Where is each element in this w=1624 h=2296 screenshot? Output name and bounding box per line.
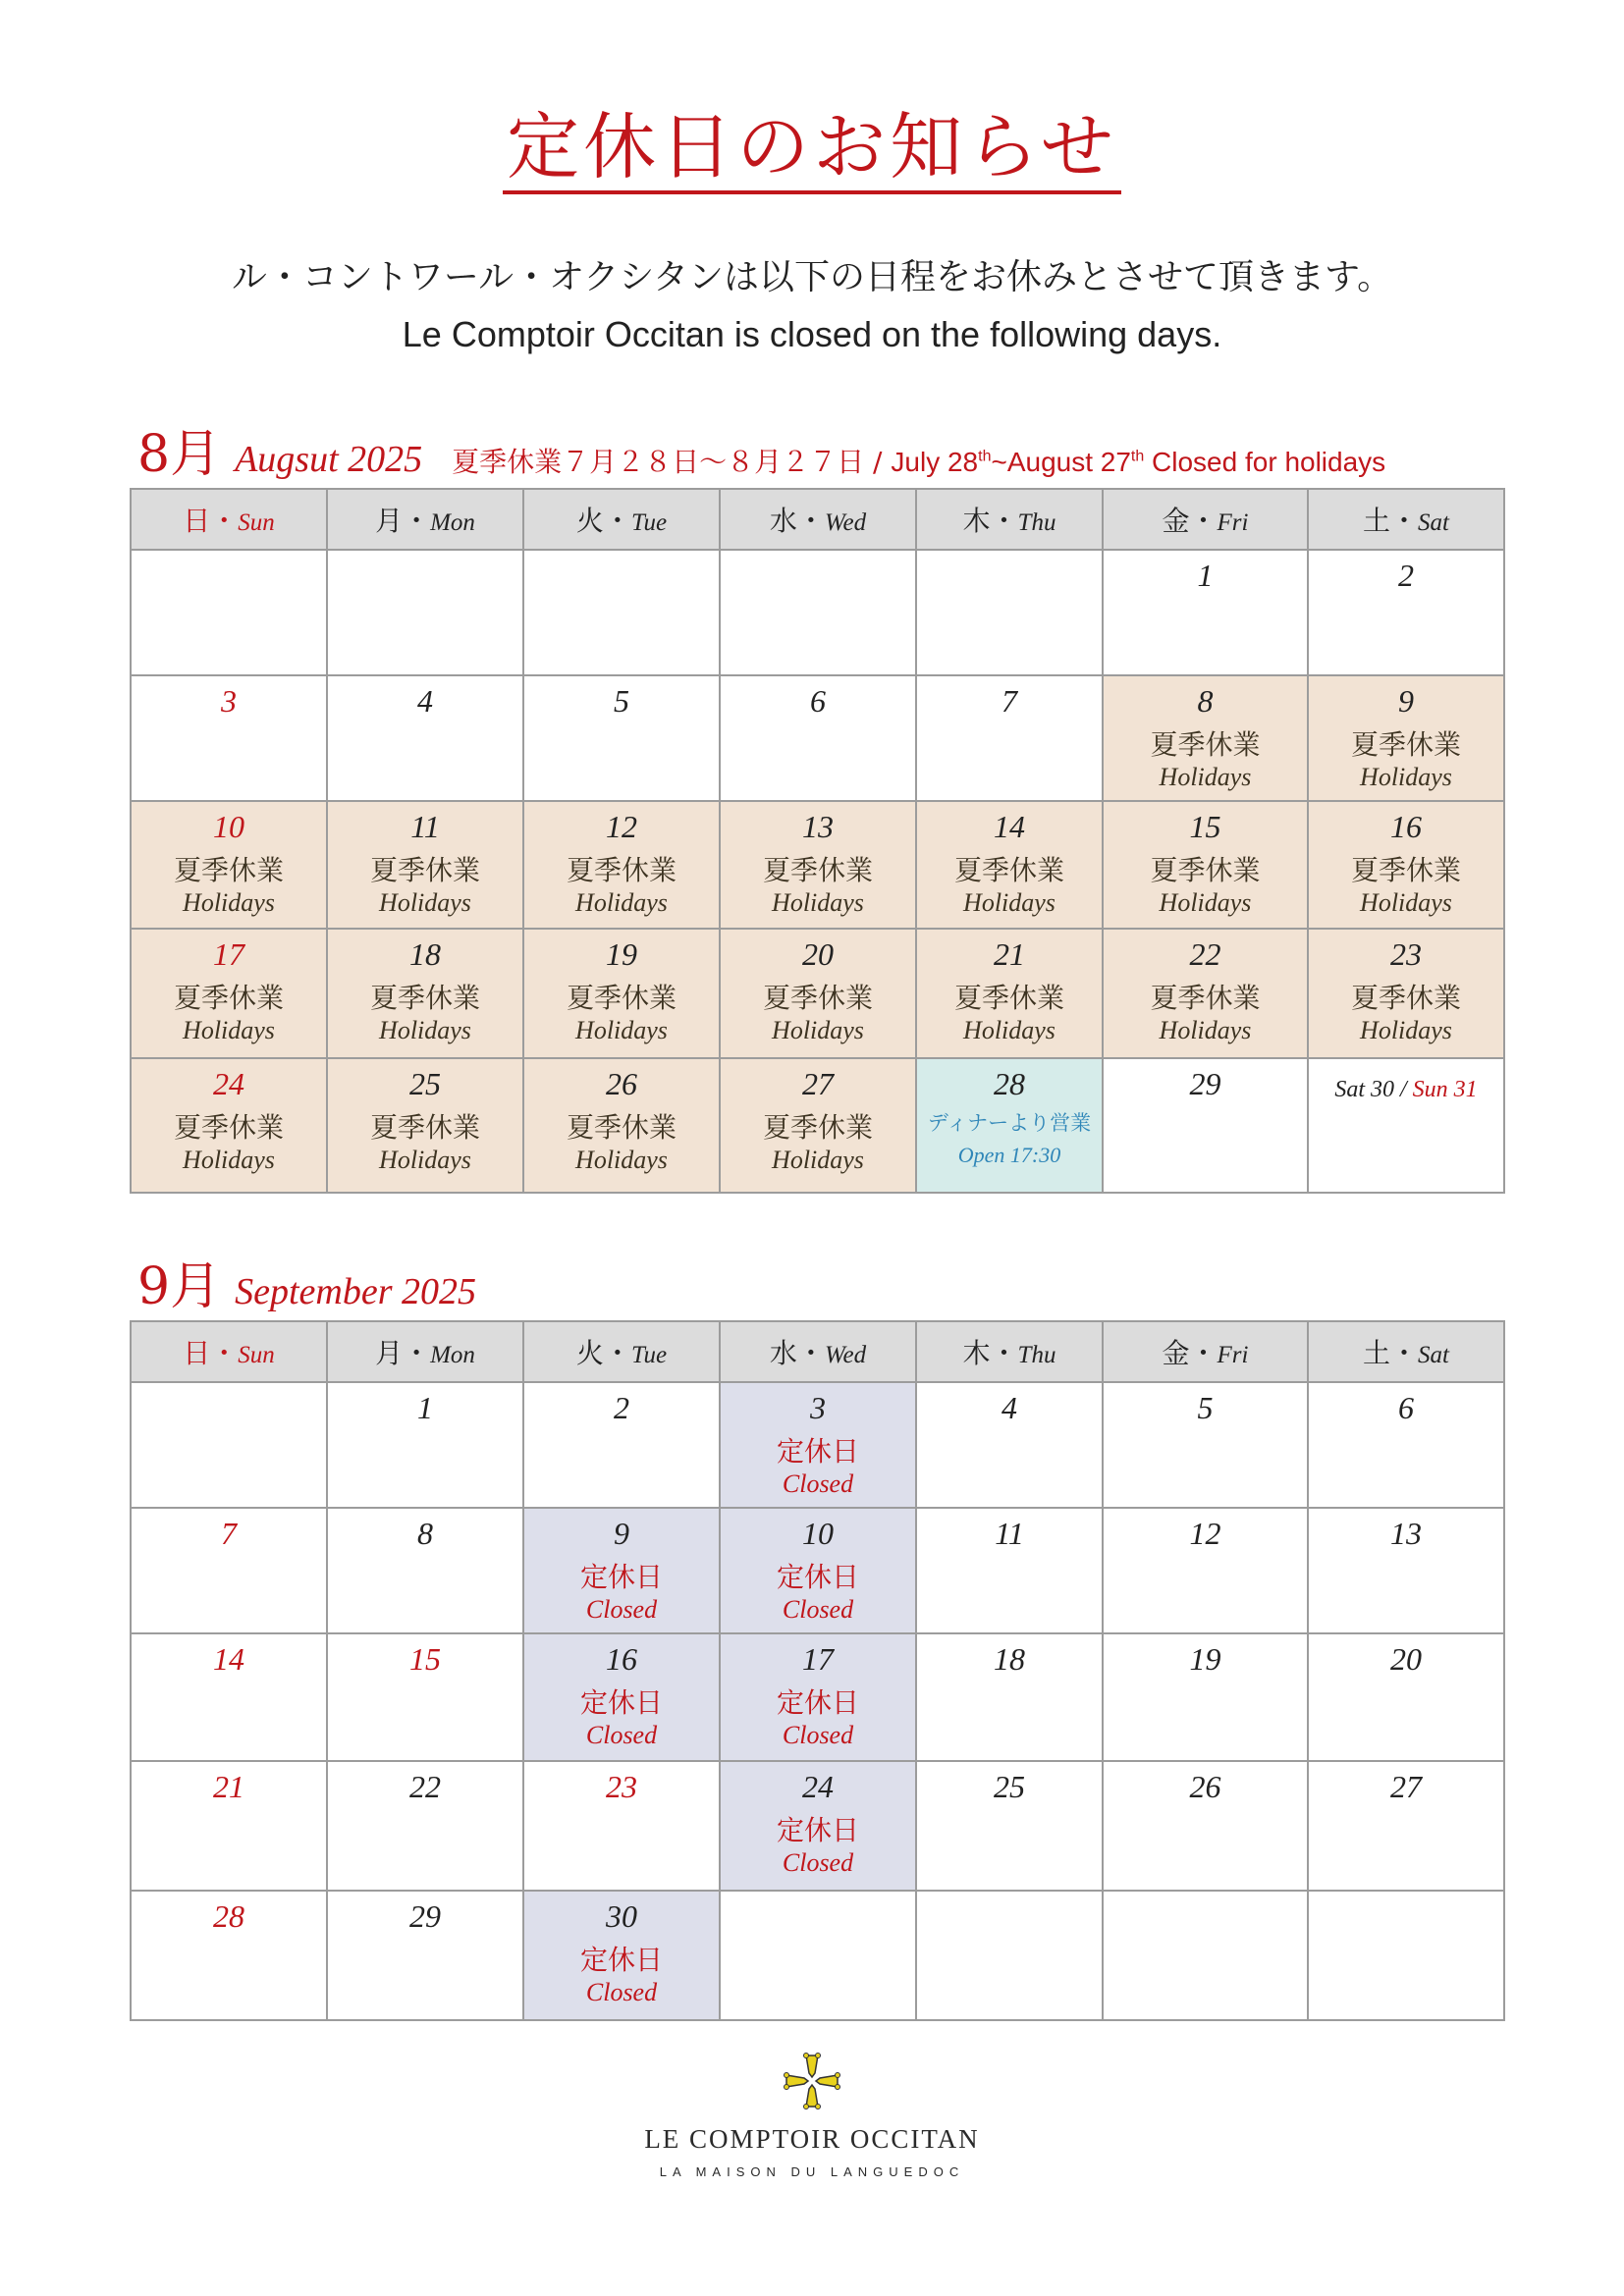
closed-label-ja: 定休日 (776, 1686, 859, 1720)
day-number: 27 (802, 1066, 834, 1101)
holiday-label-en: Holidays (1159, 1015, 1252, 1044)
holiday-label-ja: 夏季休業 (173, 982, 284, 1015)
sat-label: Sat 30 / (1334, 1077, 1413, 1102)
day-number: 24 (802, 1769, 834, 1804)
day-cell-9 (1308, 675, 1504, 801)
day-number: 3 (221, 683, 237, 719)
weekday-ja: 水・ (769, 1337, 825, 1369)
day-number: 29 (409, 1898, 441, 1934)
week-row (131, 1761, 1504, 1891)
weekday-ja: 日・ (183, 505, 239, 537)
closed-label-en: Closed (585, 1720, 658, 1749)
day-cell-28 (916, 1058, 1103, 1193)
weekday-en: Fri (1217, 509, 1249, 536)
weekday-header-fri (1103, 489, 1308, 550)
day-cell-16 (523, 1633, 720, 1761)
week-row (131, 1508, 1504, 1633)
holiday-label-ja: 夏季休業 (369, 854, 480, 887)
holiday-label-en: Holidays (379, 1145, 471, 1174)
day-number: 7 (1001, 683, 1017, 719)
day-cell-26 (523, 1058, 720, 1193)
day-number: 7 (221, 1516, 237, 1551)
weekday-header-sat (1308, 1321, 1504, 1382)
day-number: 16 (1390, 809, 1422, 844)
day-number: 22 (409, 1769, 441, 1804)
day-cell-25 (327, 1058, 523, 1193)
logo-tagline: LA MAISON DU LANGUEDOC (659, 2164, 965, 2179)
day-cell-10 (131, 801, 327, 929)
holiday-label-en: Holidays (1360, 887, 1452, 917)
day-cell-24 (720, 1761, 916, 1891)
day-number: 28 (994, 1066, 1025, 1101)
holiday-label-ja: 夏季休業 (566, 982, 677, 1015)
title-area (0, 105, 1624, 194)
weekday-en: Wed (824, 509, 867, 536)
day-cell-10 (720, 1508, 916, 1633)
day-cell-11 (916, 1508, 1103, 1633)
day-number: 3 (810, 1390, 826, 1425)
holiday-label-en: Holidays (772, 887, 864, 917)
day-cell-19 (1103, 1633, 1308, 1761)
day-number: 28 (213, 1898, 244, 1934)
day-number: 20 (1390, 1641, 1422, 1677)
holiday-label-en: Holidays (772, 1015, 864, 1044)
weekday-en: Sun (238, 509, 275, 536)
subtitle-japanese: ル・コントワール・オクシタンは以下の日程をお休みとさせて頂きます。 (231, 257, 1393, 297)
holiday-label-ja: 夏季休業 (762, 1111, 873, 1145)
day-cell-15 (327, 1633, 523, 1761)
day-number: 10 (802, 1516, 834, 1551)
closed-label-ja: 定休日 (776, 1561, 859, 1594)
holiday-label-en: Holidays (575, 887, 668, 917)
day-cell-22 (1103, 929, 1308, 1058)
day-number: 15 (409, 1641, 441, 1677)
weekday-ja: 木・ (962, 505, 1018, 537)
day-number: 21 (994, 936, 1025, 972)
day-cell-12 (523, 801, 720, 929)
day-cell-12 (1103, 1508, 1308, 1633)
day-number: 29 (1189, 1066, 1221, 1101)
weekday-ja: 月・ (375, 1337, 431, 1369)
day-cell-17 (131, 929, 327, 1058)
day-cell-28 (131, 1891, 327, 2020)
week-row (131, 1633, 1504, 1761)
weekday-header-sun (131, 1321, 327, 1382)
day-number: 16 (606, 1641, 637, 1677)
weekday-ja: 水・ (769, 505, 825, 537)
day-number: 19 (1189, 1641, 1221, 1677)
day-cell-3 (131, 675, 327, 801)
day-number: 21 (213, 1769, 244, 1804)
weekday-header-mon (327, 489, 523, 550)
weekday-en: Thu (1017, 1342, 1056, 1368)
day-cell-20 (720, 929, 916, 1058)
holiday-label-en: Holidays (575, 1015, 668, 1044)
day-cell-4 (916, 1382, 1103, 1508)
weekday-ja: 月・ (375, 505, 431, 537)
weekday-header-sat (1308, 489, 1504, 550)
day-cell-27 (1308, 1761, 1504, 1891)
day-number: 9 (614, 1516, 629, 1551)
day-number: 17 (802, 1641, 834, 1677)
day-cell-27 (720, 1058, 916, 1193)
empty-cell (1308, 1891, 1504, 2020)
day-cell-5 (1103, 1382, 1308, 1508)
weekday-header-tue (523, 489, 720, 550)
day-cell-30 (523, 1891, 720, 2020)
day-number: 20 (802, 936, 834, 972)
empty-cell (916, 550, 1103, 675)
day-number: 6 (810, 683, 826, 719)
weekday-ja: 日・ (183, 1337, 239, 1369)
dinner-label-ja: ディナーより営業 (927, 1111, 1092, 1136)
weekday-en: Sun (238, 1342, 275, 1368)
day-number: 5 (614, 683, 629, 719)
day-cell-7 (131, 1508, 327, 1633)
weekday-header-thu (916, 489, 1103, 550)
day-cell-18 (327, 929, 523, 1058)
day-cell-16 (1308, 801, 1504, 929)
day-cell-24 (131, 1058, 327, 1193)
day-number: 4 (1001, 1390, 1017, 1425)
august-note-ja: 夏季休業７月２８日～８月２７日 / (452, 446, 892, 478)
day-cell-7 (916, 675, 1103, 801)
day-cell-22 (327, 1761, 523, 1891)
day-cell-4 (327, 675, 523, 801)
august-holiday-note (452, 446, 1385, 478)
day-cell-20 (1308, 1633, 1504, 1761)
week-row (131, 1058, 1504, 1193)
weekday-en: Thu (1017, 509, 1056, 536)
logo (0, 2052, 1624, 2179)
holiday-label-en: Holidays (575, 1145, 668, 1174)
september-month-number: 9月 (137, 1257, 222, 1316)
closed-label-en: Closed (782, 1594, 854, 1624)
day-number: 11 (995, 1516, 1024, 1551)
holiday-label-en: Holidays (963, 1015, 1056, 1044)
day-cell-2 (1308, 550, 1504, 675)
day-number: 18 (994, 1641, 1025, 1677)
closed-label-ja: 定休日 (776, 1435, 859, 1468)
weekday-header-mon (327, 1321, 523, 1382)
weekday-en: Wed (824, 1342, 867, 1368)
day-number: 11 (410, 809, 440, 844)
holiday-label-en: Holidays (963, 887, 1056, 917)
empty-cell (720, 1891, 916, 2020)
note-en-sup2: th (1130, 448, 1145, 465)
closed-label-ja: 定休日 (579, 1686, 663, 1720)
holiday-label-ja: 夏季休業 (1350, 982, 1461, 1015)
weekday-ja: 金・ (1162, 1337, 1218, 1369)
holiday-label-en: Holidays (1360, 1015, 1452, 1044)
day-cell-15 (1103, 801, 1308, 929)
holiday-label-en: Holidays (379, 887, 471, 917)
empty-cell (1308, 1058, 1504, 1193)
empty-cell (131, 550, 327, 675)
weekday-en: Mon (430, 1342, 475, 1368)
day-number: 2 (614, 1390, 629, 1425)
holiday-label-ja: 夏季休業 (173, 854, 284, 887)
closed-label-en: Closed (782, 1847, 854, 1877)
week-row (131, 801, 1504, 929)
weekday-header-row (131, 1321, 1504, 1382)
day-number: 13 (1390, 1516, 1422, 1551)
empty-cell (720, 550, 916, 675)
day-number: 24 (213, 1066, 244, 1101)
note-en-sup1: th (978, 448, 992, 465)
day-cell-23 (1308, 929, 1504, 1058)
weekday-header-wed (720, 489, 916, 550)
day-number: 13 (802, 809, 834, 844)
day-number: 19 (606, 936, 637, 972)
holiday-label-ja: 夏季休業 (1350, 854, 1461, 887)
august-month-name: Augsut 2025 (235, 439, 423, 480)
day-cell-14 (916, 801, 1103, 929)
september-heading (137, 1245, 1512, 1318)
holiday-label-ja: 夏季休業 (369, 1111, 480, 1145)
day-number: 12 (606, 809, 637, 844)
holiday-label-ja: 夏季休業 (1150, 728, 1261, 762)
august-note-en (891, 447, 1385, 477)
day-cell-25 (916, 1761, 1103, 1891)
day-cell-17 (720, 1633, 916, 1761)
holiday-label-ja: 夏季休業 (953, 982, 1064, 1015)
september-calendar (130, 1320, 1505, 2021)
note-en-part3: Closed for holidays (1144, 447, 1386, 477)
week-row (131, 550, 1504, 675)
empty-cell (131, 1382, 327, 1508)
day-cell-1 (327, 1382, 523, 1508)
day-cell-9 (523, 1508, 720, 1633)
day-number: 12 (1189, 1516, 1221, 1551)
week-row (131, 1891, 1504, 2020)
day-cell-29 (327, 1891, 523, 2020)
weekday-ja: 金・ (1162, 505, 1218, 537)
august-month-number: 8月 (137, 425, 222, 484)
occitan-cross-icon (783, 2052, 841, 2110)
closed-label-ja: 定休日 (776, 1814, 859, 1847)
day-cell-11 (327, 801, 523, 929)
week-row (131, 929, 1504, 1058)
holiday-label-ja: 夏季休業 (1350, 728, 1461, 762)
dinner-label-en: Open 17:30 (957, 1143, 1061, 1168)
weekday-en: Fri (1217, 1342, 1249, 1368)
day-number: 14 (213, 1641, 244, 1677)
weekday-en: Sat (1418, 509, 1449, 536)
empty-cell (1103, 1891, 1308, 2020)
holiday-label-ja: 夏季休業 (173, 1111, 284, 1145)
empty-cell (523, 550, 720, 675)
day-number: 23 (606, 1769, 637, 1804)
weekday-header-fri (1103, 1321, 1308, 1382)
day-number: 8 (417, 1516, 433, 1551)
closed-label-en: Closed (585, 1594, 658, 1624)
day-cell-8 (1103, 675, 1308, 801)
holiday-label-ja: 夏季休業 (1150, 854, 1261, 887)
holiday-label-en: Holidays (1159, 887, 1252, 917)
weekday-header-wed (720, 1321, 916, 1382)
holiday-label-en: Holidays (379, 1015, 471, 1044)
day-cell-14 (131, 1633, 327, 1761)
day-number: 26 (1189, 1769, 1221, 1804)
day-number: 26 (606, 1066, 637, 1101)
holiday-label-ja: 夏季休業 (1150, 982, 1261, 1015)
day-cell-6 (1308, 1382, 1504, 1508)
weekday-en: Tue (630, 1342, 668, 1368)
logo-name: LE COMPTOIR OCCITAN (644, 2124, 980, 2154)
closed-label-en: Closed (585, 1977, 658, 2006)
day-number: 14 (994, 809, 1025, 844)
weekday-header-tue (523, 1321, 720, 1382)
day-cell-21 (916, 929, 1103, 1058)
day-number: 23 (1390, 936, 1422, 972)
day-number: 15 (1189, 809, 1221, 844)
weekday-header-row (131, 489, 1504, 550)
holiday-label-ja: 夏季休業 (762, 854, 873, 887)
weekday-en: Mon (430, 509, 475, 536)
note-en-part1: July 28 (891, 447, 979, 477)
day-cell-18 (916, 1633, 1103, 1761)
weekday-en: Tue (630, 509, 668, 536)
day-cell-5 (523, 675, 720, 801)
day-number: 8 (1197, 683, 1214, 719)
holiday-label-en: Holidays (183, 1145, 275, 1174)
closed-label-ja: 定休日 (579, 1561, 663, 1594)
day-number: 25 (409, 1066, 441, 1101)
holiday-label-ja: 夏季休業 (953, 854, 1064, 887)
september-month-name: September 2025 (235, 1271, 476, 1312)
day-cell-19 (523, 929, 720, 1058)
day-cell-23 (523, 1761, 720, 1891)
august-heading (137, 412, 1512, 486)
empty-cell (327, 550, 523, 675)
day-cell-26 (1103, 1761, 1308, 1891)
holiday-label-ja: 夏季休業 (369, 982, 480, 1015)
weekend-label (1309, 1077, 1503, 1103)
day-cell-2 (523, 1382, 720, 1508)
day-cell-29 (1103, 1058, 1308, 1193)
day-number: 18 (409, 936, 441, 972)
holiday-label-en: Holidays (183, 1015, 275, 1044)
weekday-en: Sat (1418, 1342, 1449, 1368)
subtitle-english: Le Comptoir Occitan is closed on the following days. (402, 314, 1222, 354)
day-number: 17 (213, 936, 244, 972)
holiday-label-en: Holidays (772, 1145, 864, 1174)
weekday-ja: 木・ (962, 1337, 1018, 1369)
holiday-label-en: Holidays (1360, 762, 1452, 791)
day-number: 1 (417, 1390, 433, 1425)
day-cell-21 (131, 1761, 327, 1891)
day-number: 22 (1189, 936, 1221, 972)
week-row (131, 1382, 1504, 1508)
day-cell-6 (720, 675, 916, 801)
day-number: 27 (1390, 1769, 1422, 1804)
closed-label-en: Closed (782, 1720, 854, 1749)
closed-label-en: Closed (782, 1468, 854, 1498)
day-number: 10 (213, 809, 244, 844)
day-number: 5 (1197, 1390, 1214, 1425)
note-en-part2: ~August 27 (991, 447, 1131, 477)
empty-cell (916, 1891, 1103, 2020)
day-number: 1 (1197, 558, 1214, 593)
august-calendar (130, 488, 1505, 1194)
page-title: 定休日のお知らせ (503, 110, 1121, 194)
weekday-header-thu (916, 1321, 1103, 1382)
sun-label: Sun 31 (1412, 1077, 1478, 1102)
weekday-header-sun (131, 489, 327, 550)
holiday-label-en: Holidays (183, 887, 275, 917)
week-row (131, 675, 1504, 801)
holiday-label-ja: 夏季休業 (762, 982, 873, 1015)
day-number: 6 (1398, 1390, 1414, 1425)
day-number: 30 (606, 1898, 637, 1934)
weekday-ja: 土・ (1363, 505, 1419, 537)
day-number: 9 (1398, 683, 1414, 719)
day-number: 4 (417, 683, 433, 719)
day-number: 2 (1398, 558, 1414, 593)
closed-label-ja: 定休日 (579, 1944, 663, 1977)
day-cell-13 (1308, 1508, 1504, 1633)
day-cell-13 (720, 801, 916, 929)
holiday-label-en: Holidays (1159, 762, 1252, 791)
weekday-ja: 火・ (575, 505, 631, 537)
holiday-label-ja: 夏季休業 (566, 854, 677, 887)
holiday-label-ja: 夏季休業 (566, 1111, 677, 1145)
day-cell-3 (720, 1382, 916, 1508)
day-number: 25 (994, 1769, 1025, 1804)
weekday-ja: 火・ (575, 1337, 631, 1369)
day-cell-1 (1103, 550, 1308, 675)
day-cell-8 (327, 1508, 523, 1633)
weekday-ja: 土・ (1363, 1337, 1419, 1369)
